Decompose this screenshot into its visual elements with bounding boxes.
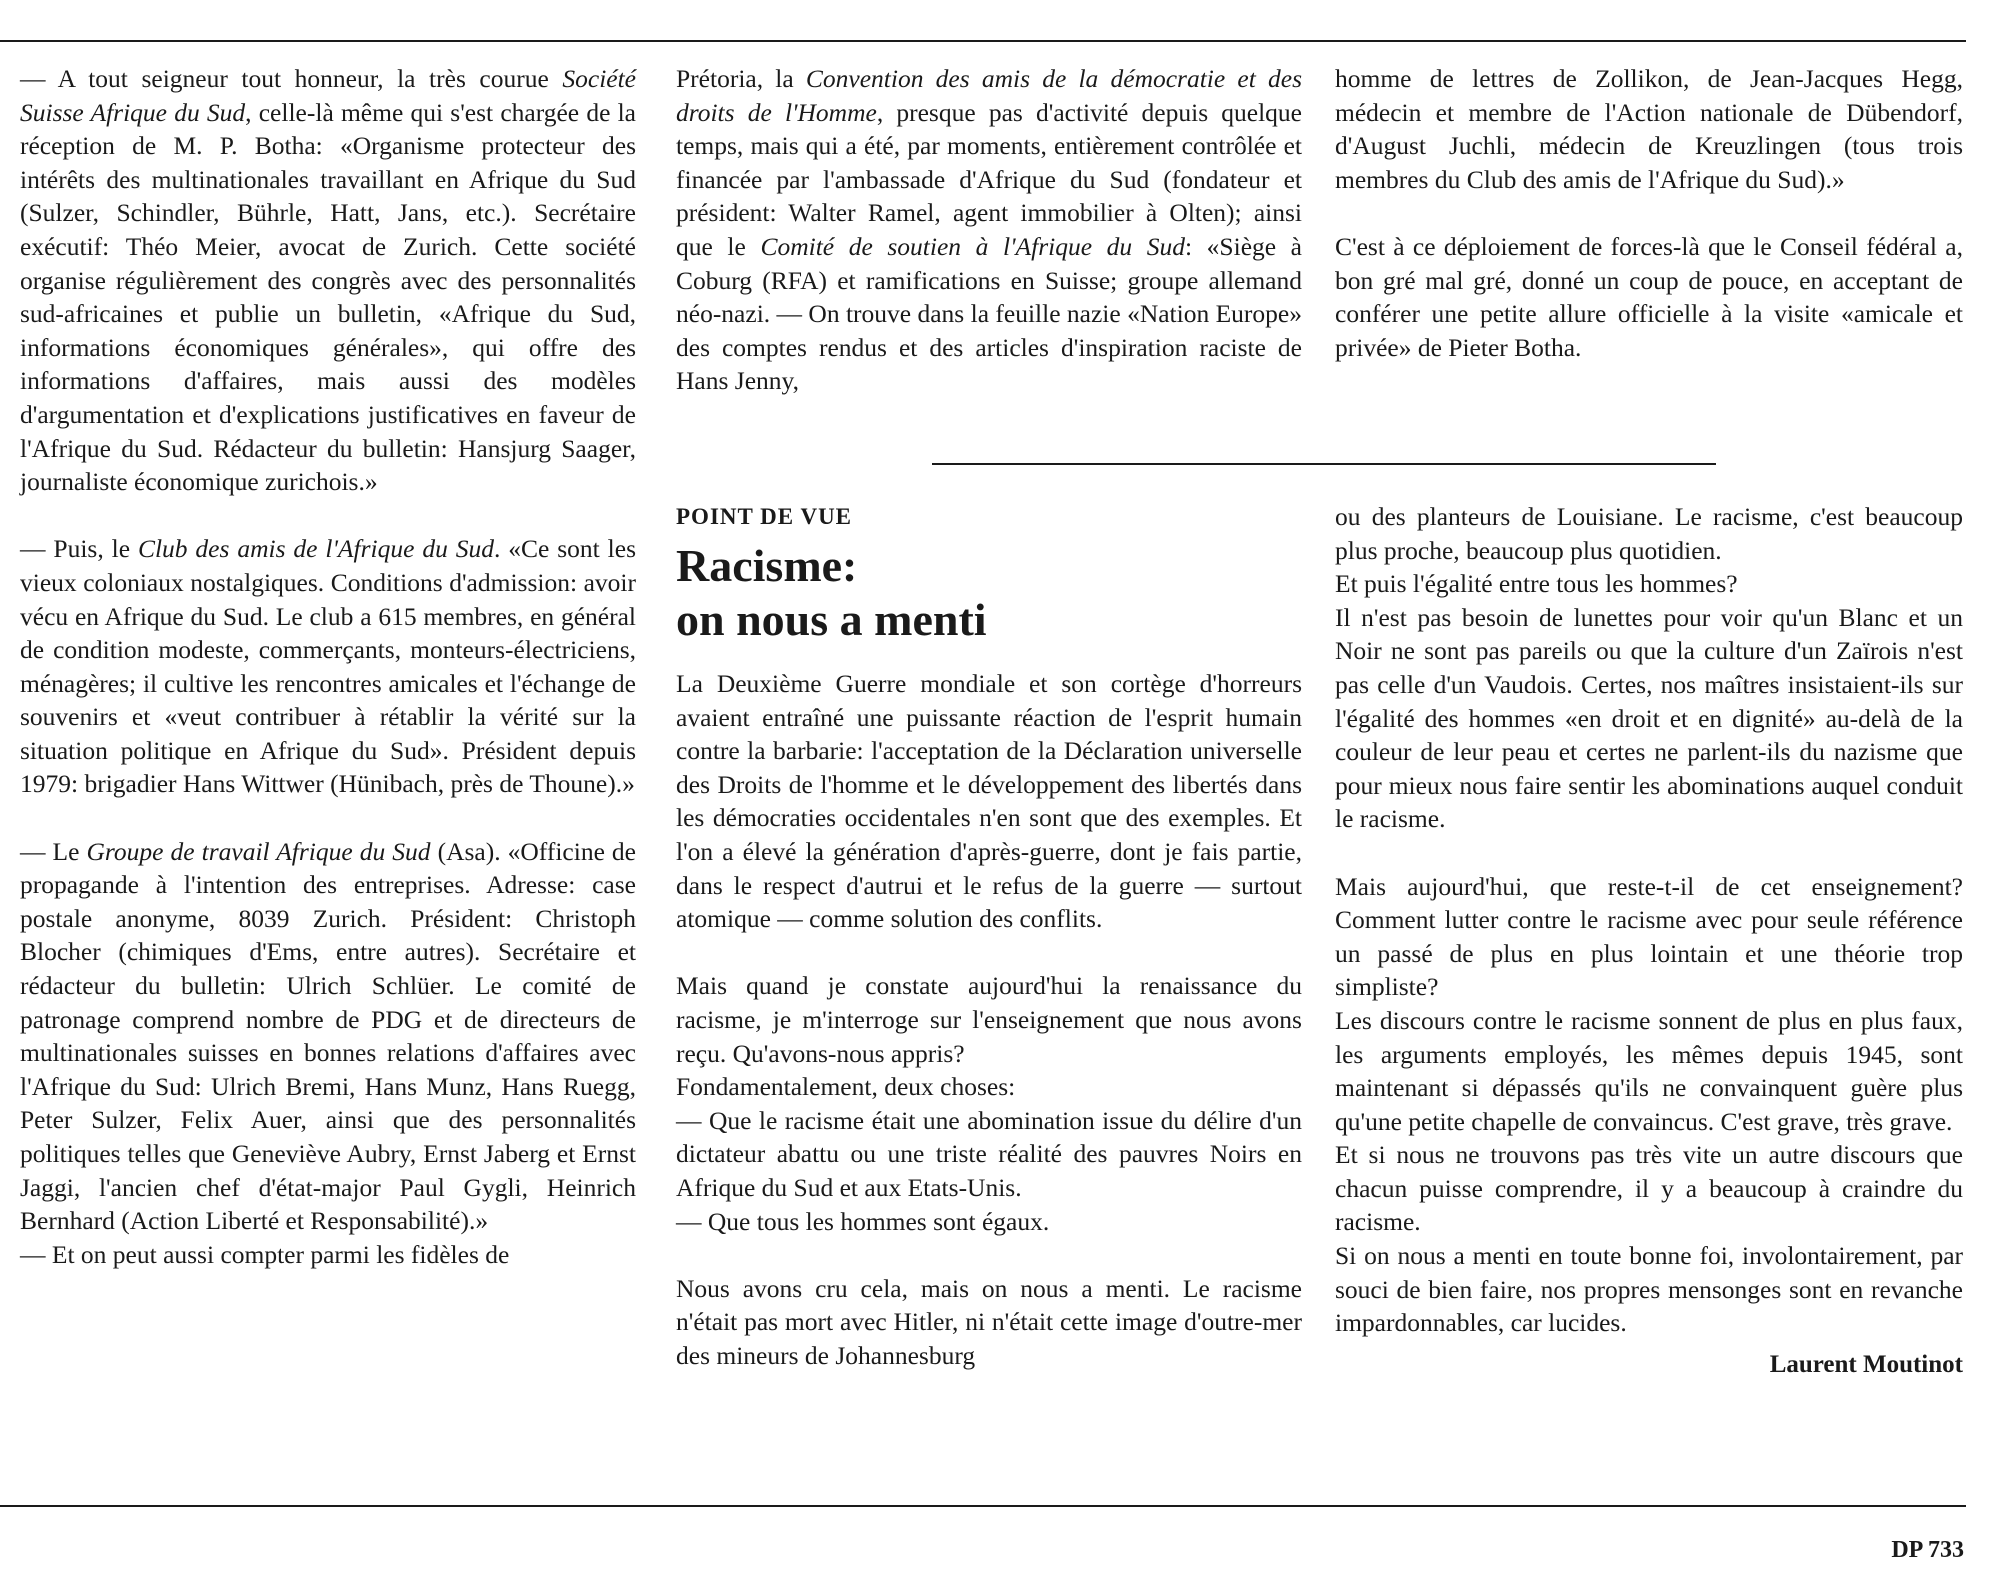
article-paragraph: — Que tous les hommes sont égaux. xyxy=(676,1206,1050,1236)
column-middle-top xyxy=(676,62,1302,398)
article-column-left xyxy=(676,500,1302,1372)
article-paragraph: Mais aujourd'hui, que reste-t-il de cet enseignement? Comment lutter contre le racisme avec pour seule référence un passé de plus en plus lointain et une théorie trop simpliste? xyxy=(1335,871,1963,1002)
column-right-top xyxy=(1335,62,1963,364)
paragraph-conseil-federal: C'est à ce déploiement de forces-là que le Conseil fédéral a, bon gré mal gré, donné un coup de pouce, en acceptant de conférer une petite allure officielle à la visite «amicale et privée» de Pieter Botha. xyxy=(1335,231,1963,362)
article-column-right xyxy=(1335,500,1963,1381)
article-paragraph: Il n'est pas besoin de lunettes pour voir qu'un Blanc et un Noir ne sont pas pareils ou que la culture d'un Zaïrois n'est pas celle d'un Vaudois. Certes, nos maîtres insistaient-ils sur l'égalité des hommes «en droit et en dignité» au-delà de la couleur de leur peau et certes ne parlent-ils du nazisme que pour mieux nous faire sentir les abominations auquel conduit le racisme. xyxy=(1335,602,1963,834)
article-kicker: POINT DE VUE xyxy=(676,504,853,529)
article-paragraph: Nous avons cru cela, mais on nous a menti. Le racisme n'était pas mort avec Hitler, ni n'était cette image d'outre-mer des mineurs de Johannesburg xyxy=(676,1273,1302,1370)
article-paragraph: Mais quand je constate aujourd'hui la renaissance du racisme, je m'interroge sur l'enseignement que nous avons reçu. Qu'avons-nous appris? xyxy=(676,971,1302,1068)
bottom-rule xyxy=(0,1505,1966,1507)
article-paragraph: — Que le racisme était une abomination issue du délire d'un dictateur abattu ou une triste réalité des pauvres Noirs en Afrique du Sud et aux Etats-Unis. xyxy=(676,1105,1302,1202)
paragraph-convention: Prétoria, la Convention des amis de la démocratie et des droits de l'Homme, presque pas d'activité depuis quelque temps, mais qui a été, par moments, entièrement contrôlée et financée par l'ambassade d'Afrique du Sud (fondateur et président: Walter Ramel, agent immobilier à Olten); ainsi que le Comité de soutien à l'Afrique du Sud: «Siège à Coburg (RFA) et ramifications en Suisse; groupe allemand néo-nazi. — On trouve dans la feuille nazie «Nation Europe» des comptes rendus et des articles d'inspiration raciste de Hans Jenny, xyxy=(676,64,1302,396)
paragraph-societe-suisse: — A tout seigneur tout honneur, la très courue Société Suisse Afrique du Sud, celle-là même qui s'est chargée de la réception de M. P. Botha: «Organisme protecteur des intérêts des multinationales travaillant en Afrique du Sud (Sulzer, Schindler, Bührle, Hatt, Jans, etc.). Secrétaire exécutif: Théo Meier, avocat de Zurich. Cette société organise régulièrement des congrès avec des personnalités sud-africaines et publie un bulletin, «Afrique du Sud, informations économiques générales», qui offre des informations d'affaires, mais aussi des modèles d'argumentation et d'explications justificatives en faveur de l'Afrique du Sud. Rédacteur du bulletin: Hansjurg Saager, journaliste économique zurichois.» xyxy=(20,64,637,497)
column-left xyxy=(20,62,636,1271)
article-paragraph: ou des planteurs de Louisiane. Le racisme, c'est beaucoup plus proche, beaucoup plus quotidien. xyxy=(1335,502,1963,565)
headline-line-2: on nous a menti xyxy=(676,594,987,645)
article-author: Laurent Moutinot xyxy=(1769,1350,1963,1378)
article-paragraph: Si on nous a menti en toute bonne foi, involontairement, par souci de bien faire, nos propres mensonges sont en revanche impardonnables, car lucides. xyxy=(1335,1241,1963,1338)
article-paragraph: Et puis l'égalité entre tous les hommes? xyxy=(1335,569,1738,599)
article-paragraph: Fondamentalement, deux choses: xyxy=(676,1072,1016,1102)
article-paragraph: Les discours contre le racisme sonnent de plus en plus faux, les arguments employés, les mêmes depuis 1945, sont maintenant si dépassés qu'ils ne convainquent guère plus qu'une petite chapelle de convaincus. C'est grave, très grave. xyxy=(1335,1005,1963,1136)
paragraph-fideles: — Et on peut aussi compter parmi les fidèles de xyxy=(20,1239,510,1269)
paragraph-club-des-amis: — Puis, le Club des amis de l'Afrique du Sud. «Ce sont les vieux coloniaux nostalgiques. Conditions d'admission: avoir vécu en Afrique du Sud. Le club a 615 membres, en général de condition modeste, commerçants, monteurs-électriciens, ménagères; il cultive les rencontres amicales et l'échange de souvenirs et «veut contribuer à rétablir la vérité sur la situation politique en Afrique du Sud». Président depuis 1979: brigadier Hans Wittwer (Hünibach, près de Thoune).» xyxy=(20,534,636,799)
article-headline xyxy=(676,539,1302,647)
paragraph-zollikon: homme de lettres de Zollikon, de Jean-Jacques Hegg, médecin et membre de l'Action nationale de Dübendorf, d'August Juchli, médecin de Kreuzlingen (tous trois membres du Club des amis de l'Afrique du Sud).» xyxy=(1335,64,1963,194)
paragraph-groupe-de-travail: — Le Groupe de travail Afrique du Sud (Asa). «Officine de propagande à l'intention des entreprises. Adresse: case postale anonyme, 8039 Zurich. Président: Christoph Blocher (chimiques d'Ems, entre autres). Secrétaire et rédacteur du bulletin: Ulrich Schlüer. Le comité de patronage comprend nombre de PDG et de directeurs de multinationales suisses en bonnes relations d'affaires avec l'Afrique du Sud: Ulrich Bremi, Hans Munz, Hans Ruegg, Peter Sulzer, Felix Auer, ainsi que des personnalités politiques telles que Geneviève Aubry, Ernst Jaberg et Ernst Jaggi, l'ancien chef d'état-major Paul Gygli, Heinrich Bernhard (Action Liberté et Responsabilité).» xyxy=(20,836,636,1236)
article-paragraph: La Deuxième Guerre mondiale et son cortège d'horreurs avaient entraîné une puissante réaction de l'esprit humain contre la barbarie: l'acceptation de la Déclaration universelle des Droits de l'homme et le développement des libertés dans les démocraties occidentales n'en sont que des exemples. Et l'on a élevé la génération d'après-guerre, dont je fais partie, dans le respect d'autrui et le refus de la guerre — surtout atomique — comme solution des conflits. xyxy=(676,669,1302,934)
article-separator-rule xyxy=(932,463,1716,465)
article-paragraph: Et si nous ne trouvons pas très vite un autre discours que chacun puisse comprendre, il y a beaucoup à craindre du racisme. xyxy=(1335,1140,1963,1237)
page-number: DP 733 xyxy=(1891,1537,1964,1563)
headline-line-1: Racisme: xyxy=(676,540,858,591)
top-rule xyxy=(0,40,1966,42)
